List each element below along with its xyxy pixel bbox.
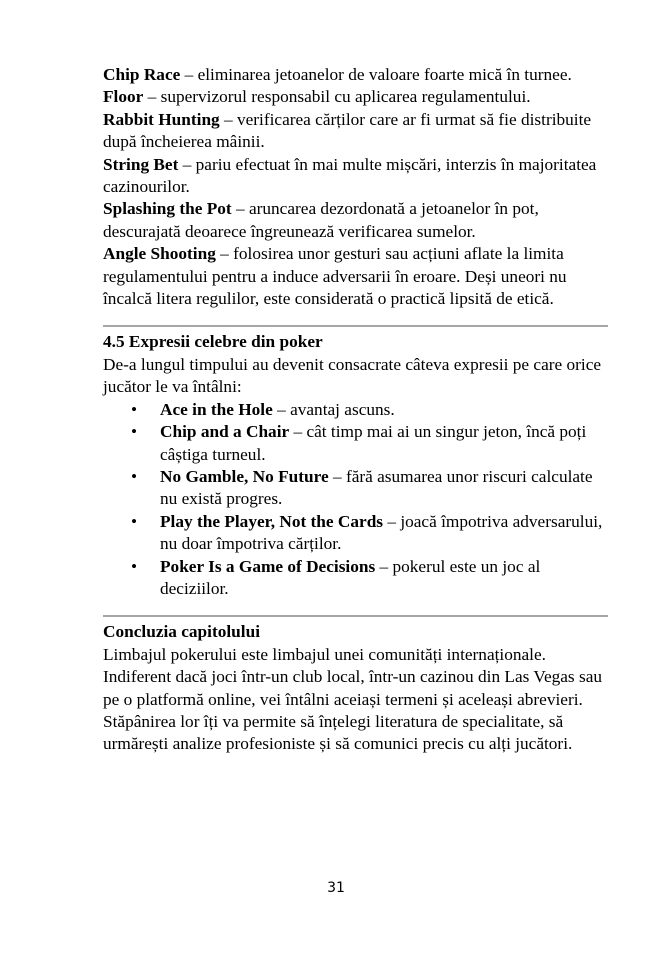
glossary-term: Angle Shooting bbox=[103, 244, 216, 264]
section-divider bbox=[103, 325, 608, 327]
spacer bbox=[103, 600, 608, 610]
conclusion-body: Limbajul pokerului este limbajul unei comunități internaționale. Indiferent dacă joci într-un club local, într-un cazinou din Las Vegas sau pe o platformă online, vei întâlni aceiași termeni și aceleași abrevieri. Stăpânirea lor îți va permite să înțelegi literatura de specialitate, să urmărești analize profesioniste și să comunici precis cu alți jucători. bbox=[103, 644, 603, 754]
expression-definition: – fără asumarea unor riscuri calculate nu există progres. bbox=[160, 466, 593, 509]
section-heading: 4.5 Expresii celebre din poker bbox=[103, 332, 323, 352]
glossary-term: Chip Race bbox=[103, 65, 181, 84]
section-intro: De-a lungul timpului au devenit consacrate câteva expresii pe care orice jucător le va întâlni: bbox=[103, 354, 602, 397]
bullet-icon: • bbox=[131, 399, 138, 419]
glossary-definition: – aruncarea dezordonată a jetoanelor în pot, descurajată deoarece îngreunează verificarea sumelor. bbox=[103, 199, 539, 241]
section-conclusion bbox=[103, 621, 608, 755]
expression-term: Ace in the Hole bbox=[160, 399, 273, 419]
glossary-term: Rabbit Hunting bbox=[103, 109, 220, 129]
glossary-definition: – folosirea unor gesturi sau acțiuni aflate la limita regulamentului pentru a induce adversarii în eroare. Deși uneori nu încalcă litera regulilor, este considerată o practică lipsită de etică. bbox=[103, 244, 567, 309]
glossary-definition: – verificarea cărților care ar fi urmat să fie distribuite după încheierea mâinii. bbox=[103, 109, 592, 152]
bullet-icon: • bbox=[131, 556, 138, 576]
section-divider bbox=[103, 615, 608, 617]
glossary-term: Splashing the Pot bbox=[103, 199, 232, 219]
expression-item bbox=[103, 399, 608, 421]
expression-definition: – pokerul este un joc al deciziilor. bbox=[160, 556, 541, 598]
expression-term: Play the Player, Not the Cards bbox=[160, 511, 384, 531]
page-number: 31 bbox=[327, 880, 345, 896]
section-heading: Concluzia capitolului bbox=[103, 622, 260, 642]
glossary-entry-floor bbox=[103, 86, 608, 108]
glossary-term: String Bet bbox=[103, 154, 179, 174]
glossary-entry-chip-race bbox=[103, 64, 608, 86]
expression-term: Chip and a Chair bbox=[160, 422, 290, 442]
spacer bbox=[103, 310, 608, 320]
glossary-entry-string-bet bbox=[103, 154, 608, 199]
glossary-entry-rabbit-hunting bbox=[103, 109, 608, 154]
expression-item bbox=[103, 511, 608, 556]
expression-term: No Gamble, No Future bbox=[160, 466, 329, 486]
bullet-icon: • bbox=[131, 422, 138, 442]
glossary-definition: – pariu efectuat în mai multe mișcări, interzis în majoritatea cazinourilor. bbox=[103, 154, 597, 197]
glossary-entry-angle-shooting bbox=[103, 243, 608, 310]
glossary-term: Floor bbox=[103, 87, 144, 107]
glossary-definition: – supervizorul responsabil cu aplicarea regulamentului. bbox=[143, 87, 531, 107]
expression-definition: – joacă împotriva adversarului, nu doar împotriva cărților. bbox=[160, 511, 603, 554]
bullet-icon: • bbox=[131, 466, 138, 486]
expression-item bbox=[103, 421, 608, 466]
expression-item bbox=[103, 556, 608, 601]
glossary-definition: – eliminarea jetoanelor de valoare foarte mică în turnee. bbox=[180, 65, 572, 84]
expression-term: Poker Is a Game of Decisions bbox=[160, 556, 376, 576]
bullet-icon: • bbox=[131, 511, 138, 531]
page-content bbox=[103, 64, 608, 756]
section-expressions bbox=[103, 331, 608, 600]
expression-list bbox=[103, 399, 608, 601]
glossary-entry-splashing-the-pot bbox=[103, 198, 608, 243]
glossary-list bbox=[103, 64, 608, 310]
expression-definition: – cât timp mai ai un singur jeton, încă poți câștiga turneul. bbox=[160, 422, 587, 464]
expression-definition: – avantaj ascuns. bbox=[272, 399, 395, 419]
expression-item bbox=[103, 466, 608, 511]
